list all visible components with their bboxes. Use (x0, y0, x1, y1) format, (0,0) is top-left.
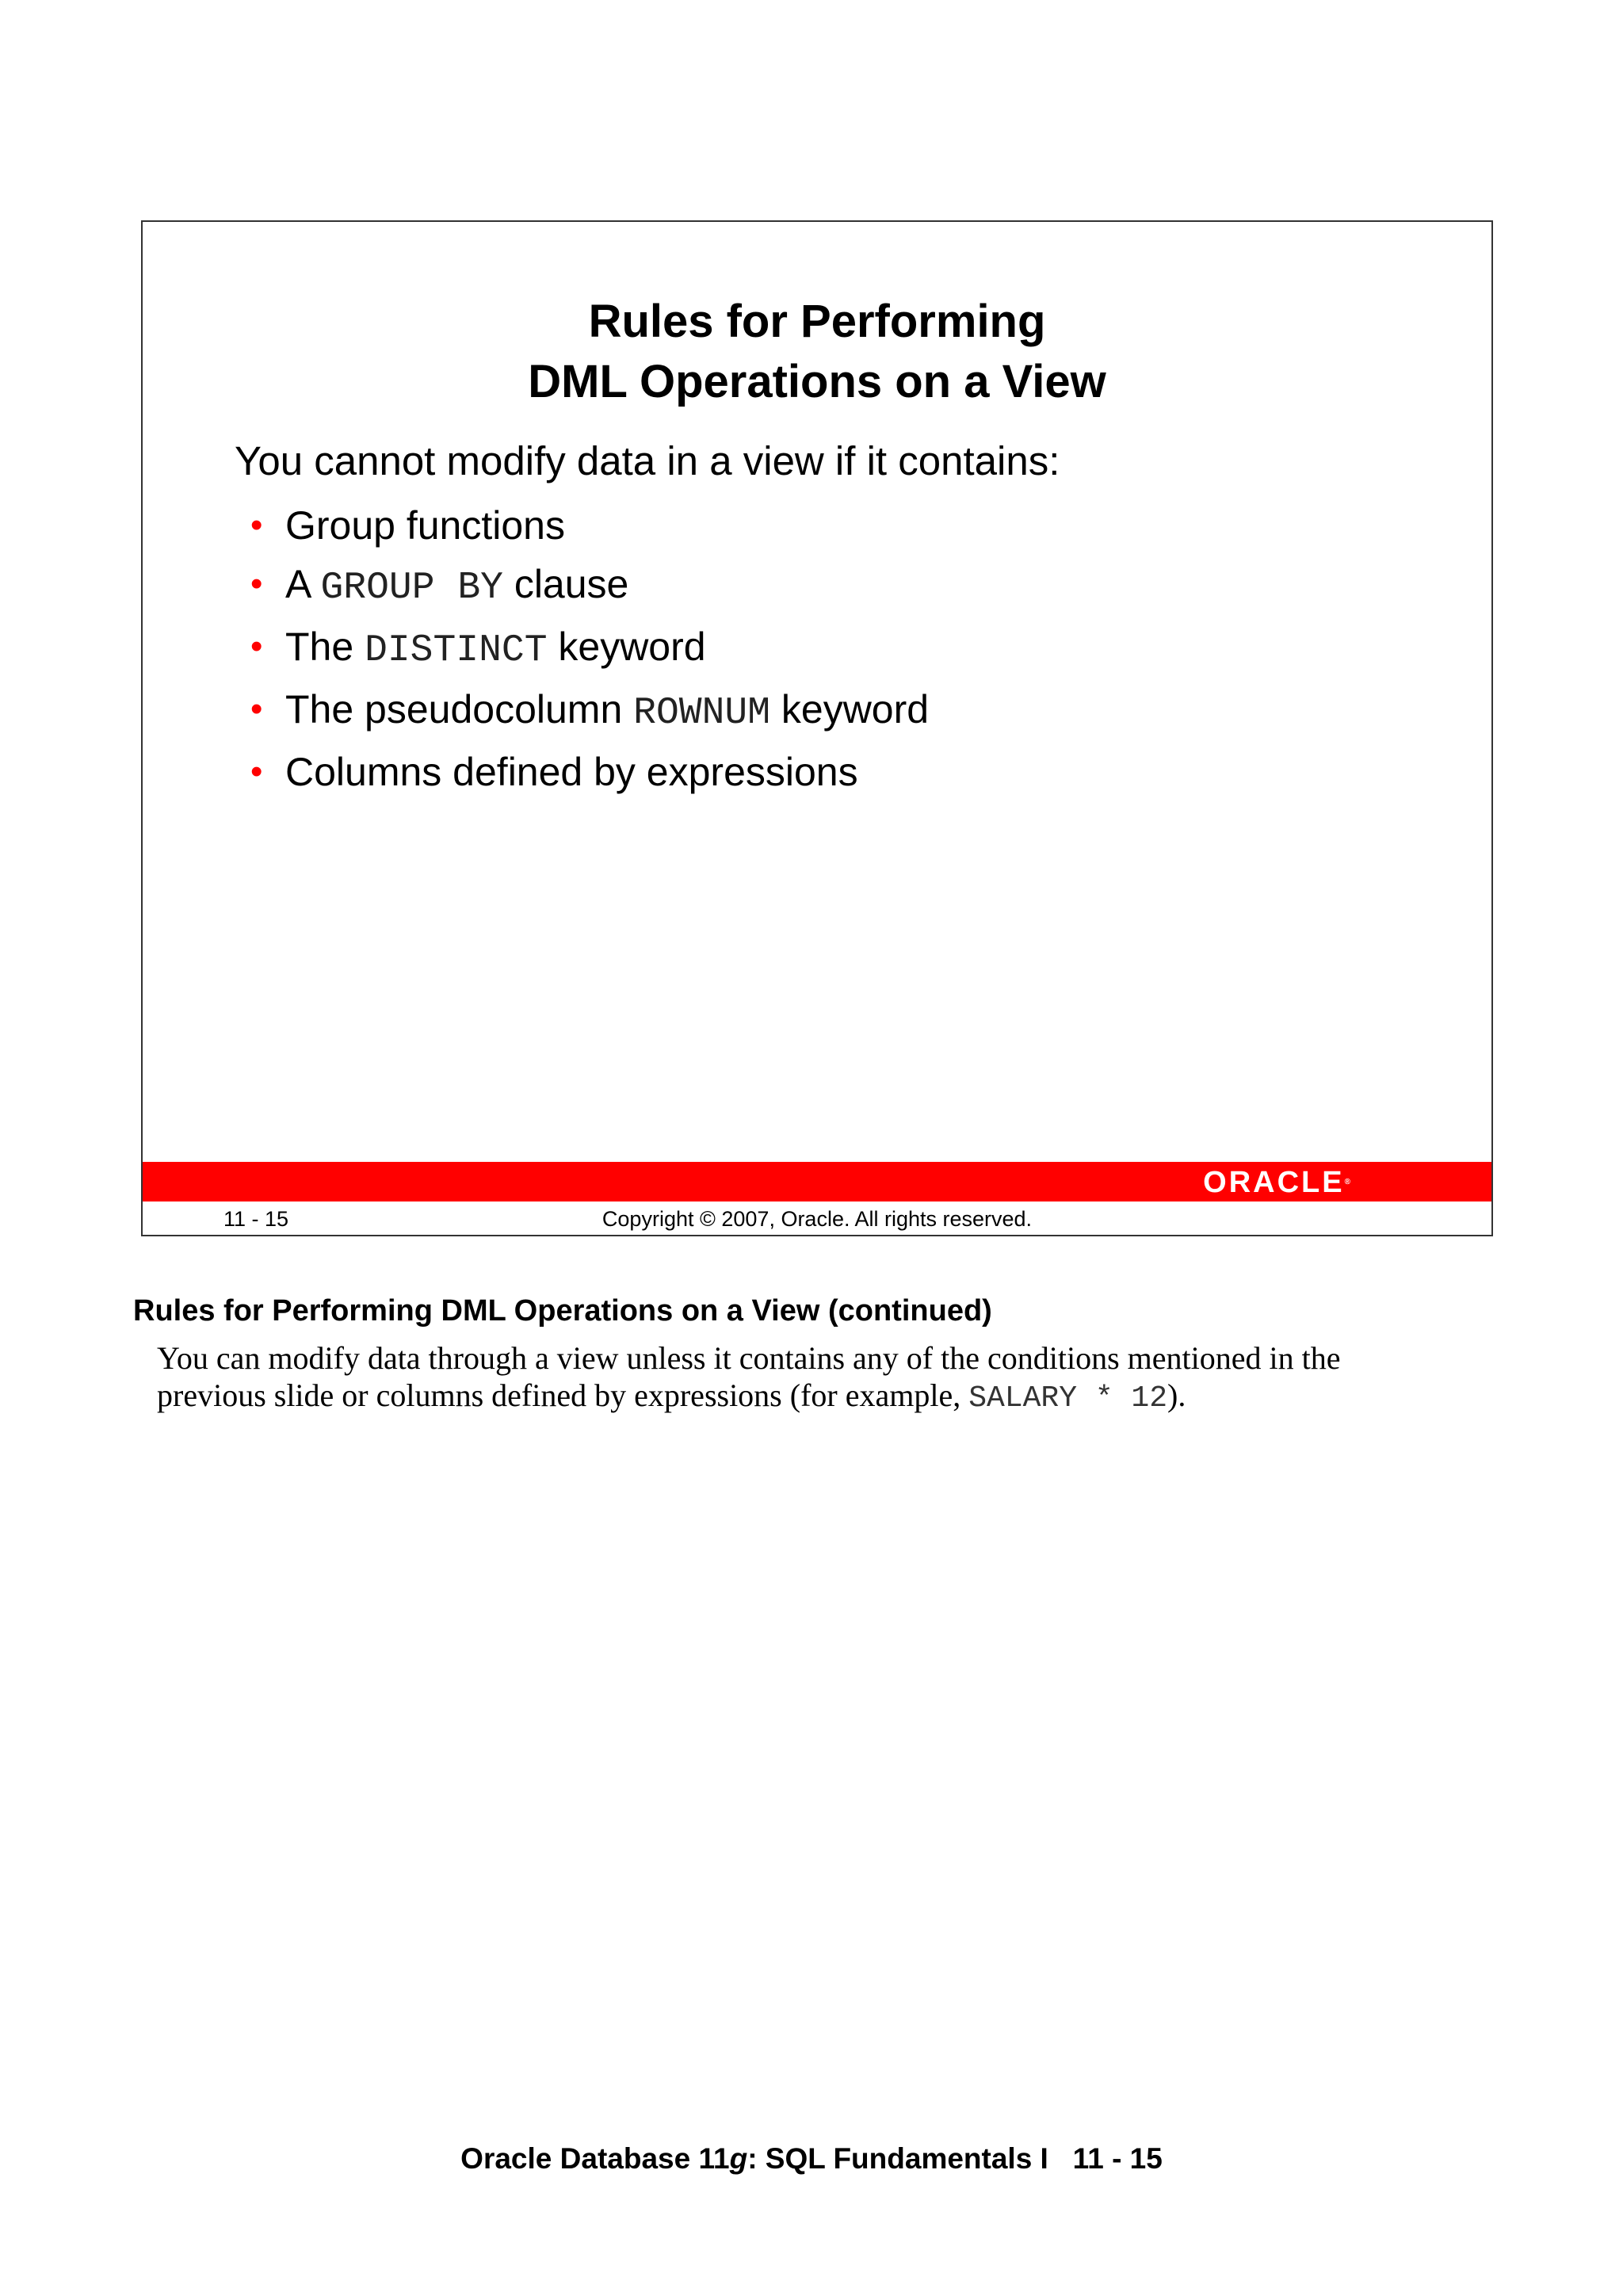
bullet-dot-icon: • (250, 506, 263, 544)
slide-lead-text: You cannot modify data in a view if it contains: (235, 438, 1060, 483)
bullet-dot-icon: • (250, 564, 263, 603)
bullet-text: The (285, 625, 365, 669)
bullet-item (246, 617, 929, 680)
bullet-item (246, 496, 929, 555)
bullet-dot-icon: • (250, 690, 263, 728)
code-keyword: GROUP BY (320, 567, 503, 609)
slide-number: 11 - 15 (223, 1207, 289, 1231)
registered-mark: ® (1344, 1178, 1350, 1186)
bullet-text: Columns defined by expressions (285, 750, 858, 794)
bullet-text: keyword (770, 687, 930, 732)
notes-line-2 (157, 1377, 1504, 1417)
bullet-text: clause (502, 562, 629, 606)
slide-title (143, 292, 1491, 412)
code-keyword: DISTINCT (365, 629, 548, 672)
notes-text: ). (1167, 1377, 1186, 1413)
bullet-text: Group functions (285, 503, 565, 548)
oracle-logo-text: ORACLE (1203, 1166, 1345, 1199)
bullet-dot-icon: • (250, 752, 263, 791)
notes-text: previous slide or columns defined by expressions (for example, (157, 1377, 969, 1413)
notes-line-1: You can modify data through a view unless it contains any of the conditions mentioned in the (157, 1340, 1341, 1376)
bullet-text: keyword (547, 625, 706, 669)
notes-heading: Rules for Performing DML Operations on a View (continued) (133, 1294, 992, 1328)
copyright-text: Copyright © 2007, Oracle. All rights reserved. (601, 1207, 1033, 1231)
bullet-text: The pseudocolumn (285, 687, 634, 732)
slide-footer-bar (143, 1162, 1491, 1201)
bullet-text: A (285, 562, 321, 606)
code-expression: SALARY * 12 (968, 1381, 1168, 1415)
page-footer-text: : SQL Fundamentals I 11 - 15 (747, 2142, 1163, 2175)
page-footer (0, 2140, 1623, 2178)
slide-footer (143, 1203, 1491, 1235)
oracle-logo (1203, 1167, 1350, 1198)
bullet-list (246, 496, 929, 801)
slide-title-line-1: Rules for Performing (588, 296, 1046, 347)
page-footer-italic: g (729, 2142, 748, 2175)
code-keyword: ROWNUM (633, 692, 770, 735)
page-footer-text: Oracle Database 11 (460, 2142, 730, 2175)
bullet-dot-icon: • (250, 627, 263, 666)
slide-frame (141, 220, 1493, 1236)
notes-body (157, 1339, 1504, 1417)
bullet-item (246, 680, 929, 743)
bullet-item (246, 555, 929, 617)
bullet-item (246, 743, 929, 801)
slide-title-line-2: DML Operations on a View (528, 356, 1106, 407)
